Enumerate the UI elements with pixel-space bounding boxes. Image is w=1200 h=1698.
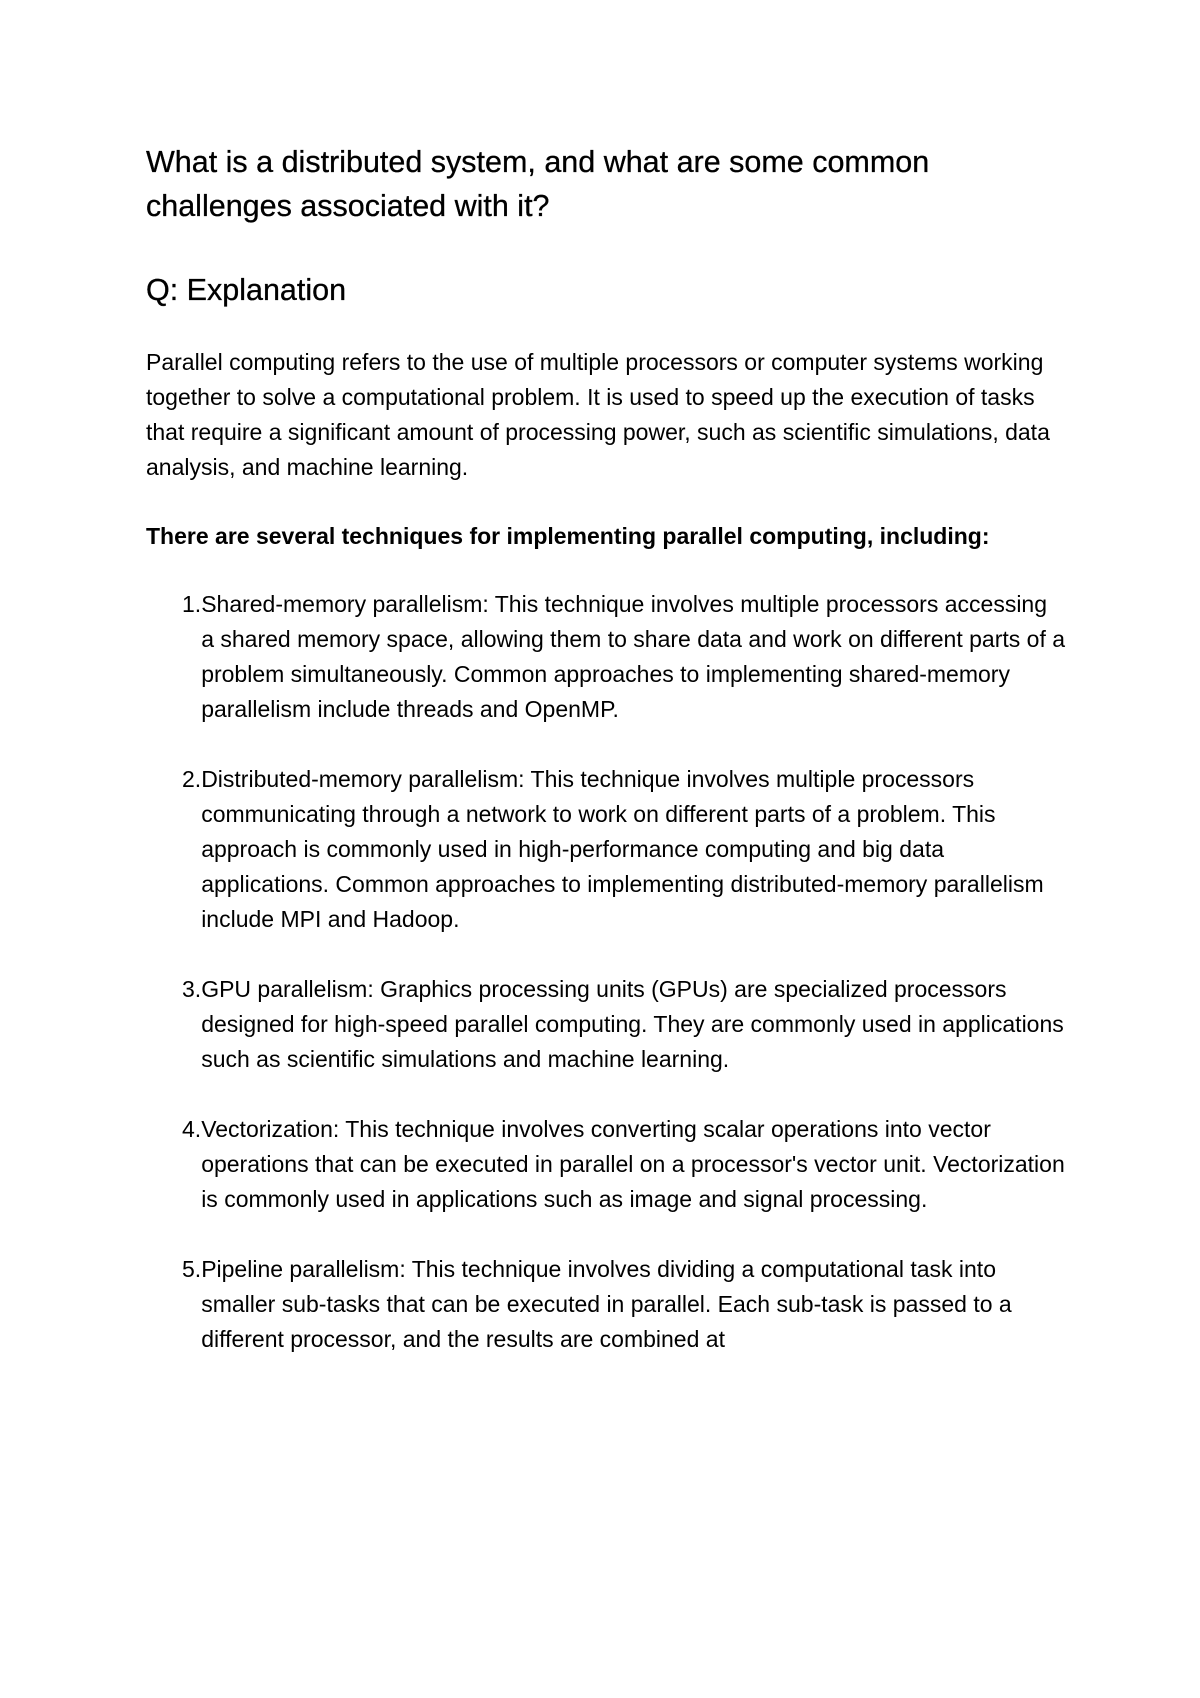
intro-paragraph: Parallel computing refers to the use of multiple processors or computer systems working together to solve a computational problem. It is used to speed up the execution of tasks that require a significant amount of processing power, such as scientific simulations, data analysis, and machine learning.: [146, 349, 1050, 480]
list-item-number: 4.: [182, 1116, 202, 1142]
document-title: What is a distributed system, and what are some common challenges associated with it?: [146, 145, 930, 223]
list-item-text: GPU parallelism: Graphics processing units (GPUs) are specialized processors designed for high-speed parallel computing. They are commonly used in applications such as scientific simulations and machine learning.: [201, 976, 1064, 1072]
list-item: [146, 1112, 1066, 1217]
list-item-text: Pipeline parallelism: This technique involves dividing a computational task into smaller sub-tasks that can be executed in parallel. Each sub-task is passed to a different processor, and the results are combined at: [201, 1256, 1012, 1352]
list-item-number: 5.: [182, 1256, 202, 1282]
list-item: [146, 1252, 1066, 1357]
techniques-lead: There are several techniques for implementing parallel computing, including:: [146, 523, 990, 549]
list-item-number: 2.: [182, 766, 202, 792]
list-item-text: Distributed-memory parallelism: This technique involves multiple processors communicating through a network to work on different parts of a problem. This approach is commonly used in high-performance computing and big data applications. Common approaches to implementing distributed-memory parallelism include MPI and Hadoop.: [201, 766, 1044, 932]
list-item-number: 3.: [182, 976, 202, 1002]
list-item: [146, 972, 1066, 1077]
list-item-text: Shared-memory parallelism: This technique involves multiple processors accessing a shared memory space, allowing them to share data and work on different parts of a problem simultaneously. Common approaches to implementing shared-memory parallelism include threads and OpenMP.: [201, 591, 1066, 722]
document-content: [146, 140, 1066, 1392]
list-item: [146, 762, 1066, 937]
list-item-number: 1.: [182, 591, 202, 617]
list-item: [146, 587, 1066, 727]
section-heading: Q: Explanation: [146, 273, 347, 307]
techniques-list: [146, 587, 1066, 1357]
list-item-text: Vectorization: This technique involves converting scalar operations into vector operations that can be executed in parallel on a processor's vector unit. Vectorization is commonly used in applications such as image and signal processing.: [201, 1116, 1065, 1212]
